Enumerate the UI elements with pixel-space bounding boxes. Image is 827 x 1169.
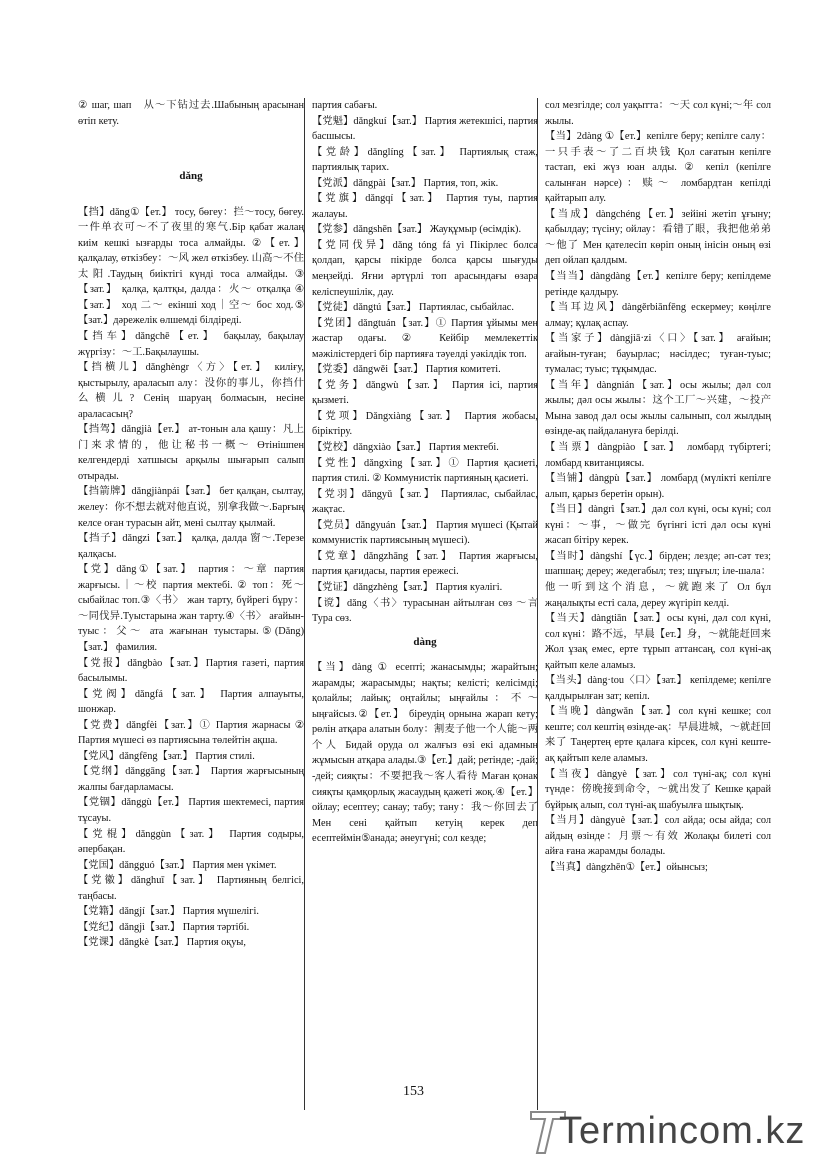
dictionary-entry: 【当】2dàng ①【ет.】кепілге беру; кепілге салу：一只手表～了二百块钱 Қол сағатын кепілге тастап, екі жүз юан алды. ② кепіл (кепілге салынған нәрсе)：赎～ ломбардтан кепілді қайтарып алу.: [545, 131, 771, 205]
logo-text: Termincom.kz: [559, 1110, 806, 1152]
column-divider: [304, 98, 305, 1110]
dictionary-entry: 【党风】dǎngfēng【зат.】 Партия стилі.: [78, 750, 255, 762]
dictionary-entry: 【党国】dǎngguó【зат.】 Партия мен үкімет.: [78, 859, 277, 871]
dictionary-entry: 【当】dàng ① есепті; жанасымды; жарайтын; жарамды; жарасымды; нақты; келісті; келісімді; қолайлы; лайық; оңтайлы; ыңғайлы：不～ ыңғайсыз.②【ет.】 біреудің орнына жарап кету; рөлін атқара алатын болу：割麦子他一个人能～两个人 Бидай орудa ол жалғыз өзі екі адамның жұмысын атқара алады.③【ет.】дай; ретінде; -дай; -дей; сияқты：不要把我～客人看待 Маған қонақ сияқты қамқорлық жасаудың қажеті жоқ.④【ет.】ойлау; есептеу; санау; табу; тану：我～你回去了 Мен сені қайтып кетуің керек деп есептеймін⑤анада; әнеугүні; сол кезде;: [312, 662, 538, 845]
dictionary-entry: 【党锢】dǎnggù【ет.】 Партия шектемесі, партия тұсауы.: [78, 797, 304, 824]
dictionary-entry: 【谠】dǎng〈书〉турасынан айтылған сөз ～言 Тура сөз.: [312, 597, 538, 625]
dictionary-entry: 【挡车】dǎngchē【ет.】 бақылау, бақылау жүргізу：～工.Бақылаушы.: [78, 331, 304, 358]
dictionary-entry: 【党纪】dǎngjì【зат.】 Партия тәртібі.: [78, 921, 250, 933]
dictionary-entry: 【党章】dǎngzhāng【зат.】 Партия жарғысы, партия қағидасы, партия ережесі.: [312, 550, 538, 578]
dictionary-entry: 【党徽】dǎnghuī【зат.】 Партияның белгісі, таңбасы.: [78, 875, 304, 902]
dictionary-entry: 【党棍】dǎnggùn【зат.】 Партия содыры, әпербақан.: [78, 828, 304, 856]
dictionary-entry: сол мезгілде; сол уақытта：～天 сол күні;～年 сол жылы.: [545, 100, 771, 127]
dictionary-entry: 【当天】dàngtiān【зат.】осы күні, дәл сол күні, сол күні：路不远，早晨【ет.】身，～就能赶回来 Жол ұзақ емес, ерте тұрып аттансаң, сол күні-ақ қайтып келе аламыз.: [545, 613, 771, 671]
dictionary-entry: 【党团】dǎngtuán【зат.】① Партия ұйымы мен жастар одағы. ② Кейбір мемлекеттік мәжілістердегі бір партияға тәуелді уәкілдік топ.: [312, 317, 538, 360]
section-heading: dǎng: [179, 170, 203, 183]
termincom-logo[interactable]: [523, 1108, 813, 1160]
dictionary-entry: 【当耳边风】dàngěrbiānfēng ескермеу; көңілге алмау; құлақ аспау.: [545, 302, 771, 329]
dictionary-entry: 【党参】dǎngshēn【зат.】 Жауқұмыр (өсімдік).: [312, 224, 522, 236]
dictionary-entry: 【当晚】dàngwǎn【зат.】сол күні кешке; сол кеште; сол кештің өзінде-ақ：早晨进城，～就赶回来了 Таңертең ерте қалаға кірсек, сол күні кеште-ақ қайтып келе аламыз.: [545, 706, 771, 764]
dictionary-entry: 【党魁】dǎngkuí【зат.】 Партия жетекшісі, партия басшысы.: [312, 115, 538, 143]
dictionary-entry: 【挡】dǎng①【ет.】 тосу, бөгеу：拦～тосу, бөгеу. 一件单衣可～不了夜里的寒气.Бір қабат жалаң киім кешкі ызғарды тоса алмайды. ②【ет.】 қалқалау, өткізбеу：～风 жел өткізбеу. 山高～不住太阳.Таудың биіктігі күнді тоса алмайды. ③【зат.】 қалқа, қалтқы, далда：火～ отқалқа ④【зат.】 ход 二～ екінші ход｜空～ бос ход.⑤【зат.】дәрежелік өлшемді білдіреді.: [78, 206, 304, 327]
dictionary-entry: 【党派】dǎngpài【зат.】 Партия, топ, жік.: [312, 177, 499, 189]
dictionary-entry: 【党证】dǎngzhèng【зат.】 Партия куәлігі.: [312, 581, 503, 593]
dictionary-entry: 【党阀】dǎngfá【зат.】 Партия алпауыты, шонжар.: [78, 688, 304, 716]
dictionary-entry: 【党籍】dǎngjí【зат.】 Партия мүшелігі.: [78, 906, 259, 918]
dictionary-entry: 【党徒】dǎngtú【зат.】 Партиялас, сыбайлас.: [312, 302, 514, 314]
dictionary-entry: 【党同伐异】dǎng tóng fá yì Пікірлес болса қолдап, қарсы пікірде болса қарсы шығуды меңзейді. Яғни әртүрлі топ арасындағы өзара келіспеушілік, дау.: [312, 239, 538, 298]
dictionary-entry: 【党羽】dǎngyǔ【зат.】 Партиялас, сыбайлас, жақтас.: [312, 488, 538, 516]
dictionary-entry: 【当时】dàngshí【үс.】бірден; лезде; әп-сәт тез; шапшаң; дереу; жедегабыл; тез; шұғыл; іле-шала：他一听到这个消息，～就跑来了 Ол бұл жаңалықты есті сала, дереу жүгіріп келді.: [545, 550, 771, 609]
page-number: 153: [403, 1084, 424, 1099]
dictionary-entry: 【党委】dǎngwěi【зат.】 Партия комитеті.: [312, 364, 501, 376]
dictionary-entry: партия сабағы.: [312, 100, 378, 111]
dictionary-entry: 【当家子】dàngjiā·zi〈口〉【зат.】 ағайын; ағайын-туған; бауырлас; нәсілдес; туған-туыс; тумалас; туыс; тұқымдас.: [545, 333, 771, 376]
dictionary-entry: 【挡横儿】dǎnghèngr〈方〉【ет.】 киліғу, қыстырылу, араласып алу：没你的事儿，你挡什么横儿? Сенің шаруаң болмасын, несіне араласасың?: [78, 362, 304, 420]
dictionary-entry: 【当成】dàngchéng【ет.】зейіні жетіп ұғыну; қабылдау; түсіну; ойлау：看错了眼，我把他弟弟～他了 Мен қателесіп көріп оның інісін оның өзі деп ойлап қалдым.: [545, 208, 771, 267]
column-left: [78, 98, 304, 951]
dictionary-entry: 【当铺】dàngpù【зат.】 ломбард (мүлікті кепілге алып, қарыз беретін орын).: [545, 473, 771, 500]
dictionary-entry: 【当年】dàngnián【зат.】осы жылы; дәл сол жылы; дәл осы жылы：这个工厂～兴建，～投产 Мына завод дәл осы жылы салынып, сол жылдың өзінде-ақ пайдалануға берілді.: [545, 379, 771, 438]
dictionary-entry: 【挡驾】dǎngjià【ет.】 ат-тонын ала қашу：凡上门来求情的，他让秘书一概～ Өтінішпен келгендерді хатшысы арқылы шығарып салып отырады.: [78, 424, 304, 482]
dictionary-entry: 【党费】dǎngfèi【зат.】① Партия жарнасы ② Партия мүшесі өз партиясына төлейтін ақша.: [78, 719, 304, 747]
dictionary-entry: 【当月】dàngyuè【зат.】сол айда; осы айда; сол айдың өзінде：月票～有效 Жолақы билеті сол айға ғана жарамды болады.: [545, 815, 771, 858]
dictionary-entry: 【当票】dàngpiào【зат.】 ломбард түбіртегі; ломбард квитанциясы.: [545, 442, 771, 469]
dictionary-entry: 【党旗】dǎngqí【зат.】 Партия туы, партия жалауы.: [312, 193, 538, 220]
dictionary-entry: 【党务】dǎngwù【зат.】 Партия ісі, партия қызметі.: [312, 379, 538, 407]
dictionary-entry: 【党校】dǎngxiào【зат.】 Партия мектебі.: [312, 442, 499, 454]
dictionary-entry: 【党课】dǎngkè【зат.】 Партия оқуы,: [78, 937, 246, 949]
dictionary-entry: 【当日】dàngrì【зат.】дәл сол күні, осы күні; сол күні：～事，～做完 бүгінгі істі дәл осы күні жасап бітіру керек.: [545, 504, 771, 547]
dictionary-entry: 【党纲】dǎnggāng【зат.】 Партия жарғысының жалпы бағдарламасы.: [78, 766, 304, 793]
dictionary-entry: 【挡子】dǎngzi【зат.】 қалқа, далда 窗～.Терезе қалқасы.: [78, 533, 304, 560]
dictionary-entry: 【当头】dàng·tou〈口〉【зат.】 кепілдеме; кепілге қалдырылған зат; кепіл.: [545, 675, 771, 702]
dictionary-entry: 【党报】dǎngbào【зат.】Партия газеті, партия басылымы.: [78, 657, 304, 685]
dictionary-entry: 【党】dǎng①【зат.】 партия：～章 партия жарғысы.｜～校 партия мектебі. ② топ：死～ сыбайлас топ.③〈书〉 жан тарту, бүйрегі бұру：～同伐异.Туыстарына жан тарту.④〈书〉 ағайын-туыс：父～ ата жағынан туыстары.⑤(Dǎng)【зат.】 фамилия.: [78, 564, 304, 653]
dictionary-entry: 【党员】dǎngyuán【зат.】 Партия мүшесі (Қытай коммунистік партиясының мүшесі).: [312, 519, 538, 547]
dictionary-entry: 【当真】dàngzhēn①【ет.】ойынсыз;: [545, 861, 708, 873]
section-heading: dàng: [413, 635, 437, 648]
dictionary-entry: 【党项】Dǎngxiàng【зат.】 Партия жобасы, біріктіру.: [312, 410, 538, 438]
dictionary-entry: 【挡箭牌】dǎngjiànpái【зат.】 бет қалқан, сылтау, желеу：你不想去就对他直说，别拿我做～.Барғың келсе оған турасын айт, мені сылтау қылмай.: [78, 486, 304, 529]
dictionary-entry: 【当夜】dàngyè【зат.】сол түні-ақ; сол күні түнде：傍晚接到命令，～就出发了 Кешке қарай бұйрық алып, сол түні-ақ шабуылға шықтық.: [545, 768, 771, 811]
column-right: [545, 98, 771, 875]
dictionary-entry: ② шаг, шап 从～下钻过去.Шабының арасынан өтіп кету.: [78, 100, 304, 127]
dictionary-entry: 【党龄】dǎnglíng【зат.】 Партиялық стаж, партиялық тарих.: [312, 146, 538, 174]
column-middle: [312, 98, 538, 847]
column-divider: [537, 98, 538, 1110]
dictionary-entry: 【党性】dǎngxìng【зат.】① Партия қасиеті, партия стилі. ② Коммунистік партияның қасиеті.: [312, 457, 538, 485]
dictionary-entry: 【当当】dàngdàng【ет.】кепілге беру; кепілдеме ретінде қалдыру.: [545, 271, 771, 298]
